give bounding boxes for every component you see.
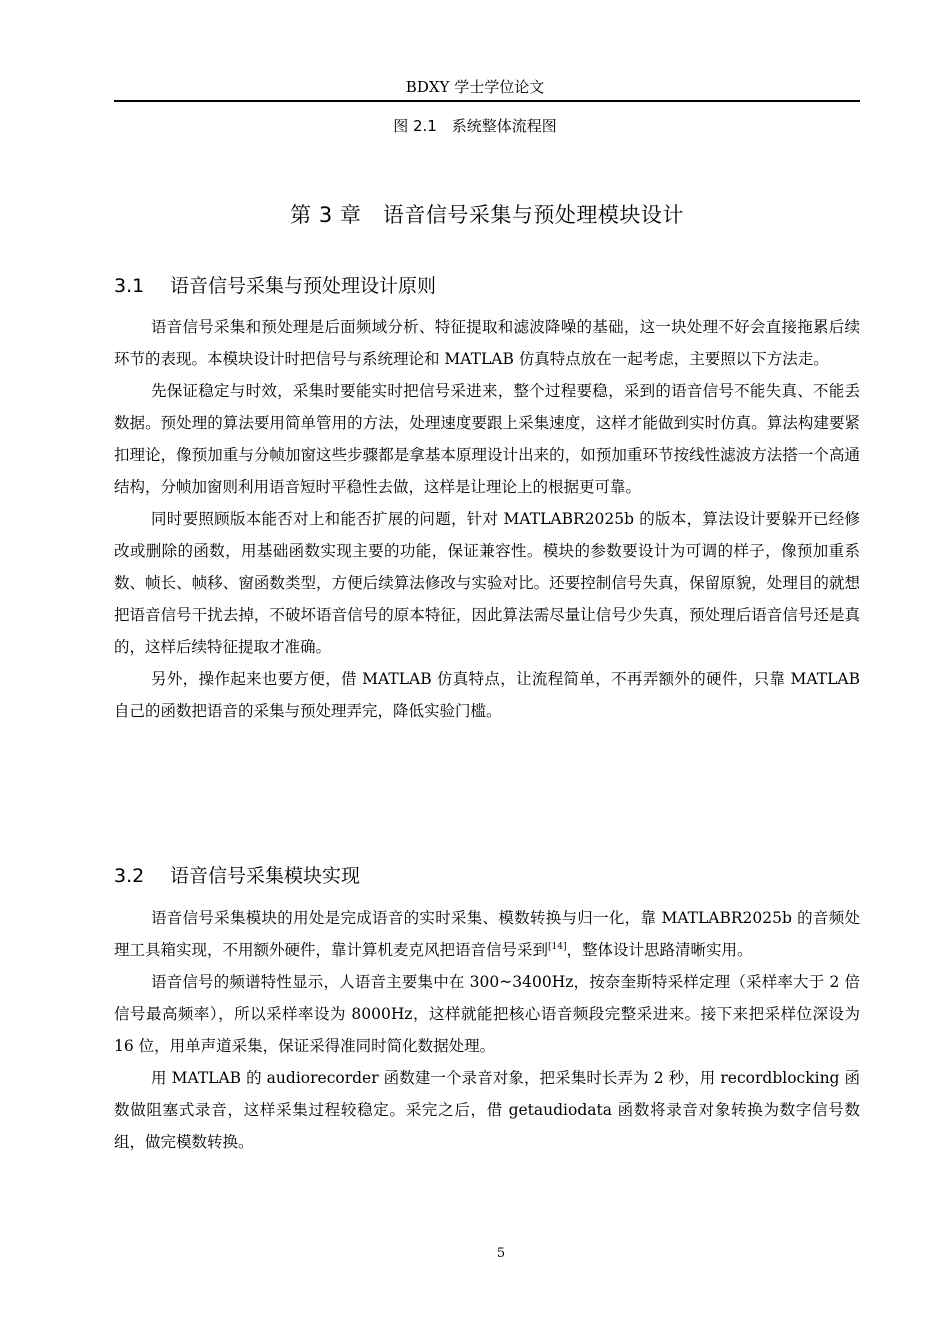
section-number: 3.1 (114, 275, 145, 297)
paragraph-tail: ，整体设计思路清晰实用。 (566, 941, 753, 959)
figure-caption: 图 2.1 系统整体流程图 (393, 117, 557, 135)
page-number: 5 (496, 1246, 506, 1261)
section-title: 语音信号采集与预处理设计原则 (170, 275, 437, 297)
citation-marker[interactable]: [14] (548, 941, 567, 952)
body-paragraph: 先保证稳定与时效，采集时要能实时把信号采进来，整个过程要稳，采到的语音信号不能失真、不能丢数据。预处理的算法要用简单管用的方法，处理速度要跟上采集速度，这样才能做到实时仿真。算法构建要紧扣理论，像预加重与分帧加窗这些步骤都是拿基本原理设计出来的，如预加重环节按线性滤波方法搭一个高通结构，分帧加窗则利用语音短时平稳性去做，这样是让理论上的根据更可靠。 (114, 382, 860, 496)
section-heading-3-2 (114, 863, 860, 889)
section-body-3-1 (114, 311, 860, 727)
body-paragraph: 同时要照顾版本能否对上和能否扩展的问题，针对 MATLABR2025b 的版本，算法设计要躲开已经修改或删除的函数，用基础函数实现主要的功能，保证兼容性。模块的参数要设计为可调的样子，像预加重系数、帧长、帧移、窗函数类型，方便后续算法修改与实验对比。还要控制信号失真，保留原貌，处理目的就想把语音信号干扰去掉，不破坏语音信号的原本特征，因此算法需尽量让信号少失真，预处理后语音信号还是真的，这样后续特征提取才准确。 (114, 510, 860, 656)
body-paragraph: 另外，操作起来也要方便，借 MATLAB 仿真特点，让流程简单，不再弄额外的硬件，只靠 MATLAB 自己的函数把语音的采集与预处理弄完，降低实验门槛。 (114, 670, 860, 720)
section-number: 3.2 (114, 865, 145, 887)
body-paragraph: 语音信号采集和预处理是后面频域分析、特征提取和滤波降噪的基础，这一块处理不好会直接拖累后续环节的表现。本模块设计时把信号与系统理论和 MATLAB 仿真特点放在一起考虑，主要照以下方法走。 (114, 318, 860, 368)
body-paragraph (114, 902, 860, 966)
body-paragraph: 语音信号的频谱特性显示，人语音主要集中在 300~3400Hz，按奈奎斯特采样定理（采样率大于 2 倍信号最高频率），所以采样率设为 8000Hz，这样就能把核心语音频段完整采进来。接下来把采样位深设为 16 位，用单声道采集，保证采得准同时简化数据处理。 (114, 973, 860, 1055)
paragraph-text: 语音信号采集模块的用处是完成语音的实时采集、模数转换与归一化，靠 MATLABR2025b 的音频处理工具箱实现，不用额外硬件，靠计算机麦克风把语音信号采到 (114, 909, 860, 959)
section-body-3-2 (114, 902, 860, 1158)
chapter-title: 第 3 章 语音信号采集与预处理模块设计 (290, 203, 684, 227)
section-title: 语音信号采集模块实现 (170, 865, 361, 887)
header-rule (114, 100, 860, 102)
section-heading-3-1 (114, 273, 860, 299)
body-paragraph: 用 MATLAB 的 audiorecorder 函数建一个录音对象，把采集时长弄为 2 秒，用 recordblocking 函数做阻塞式录音，这样采集过程较稳定。采完之后，借 getaudiodata 函数将录音对象转换为数字信号数组，做完模数转换。 (114, 1069, 860, 1151)
page-header-title: BDXY 学士学位论文 (405, 78, 545, 96)
